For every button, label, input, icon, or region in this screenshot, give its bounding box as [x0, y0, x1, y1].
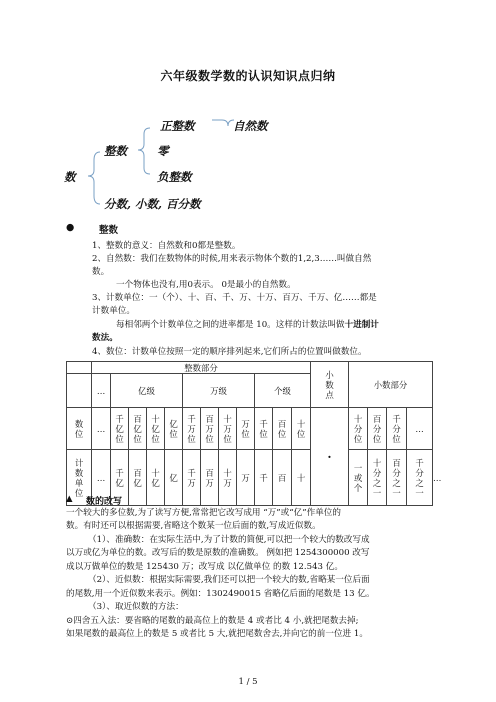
group-ge: 个级 [255, 374, 311, 408]
section2-heading: 数的改写 [86, 497, 123, 507]
place-cell: … [92, 408, 111, 450]
place-cell: 百分位 [368, 408, 387, 450]
place-cell: 十万位 [219, 408, 237, 450]
tree-natural-number: 自然数 [233, 119, 268, 133]
s2-line: 的尾数,用一个近似数来表示。例如：1302490015 省略亿后面的尾数是 13 亿。 [66, 589, 375, 599]
s1-line: 3、计数单位：一（个）、十、百、千、万、十万、百万、千万、亿……都是 [92, 293, 377, 303]
s1-text: 每相邻两个计数单位之间的进率都是 10。这样的计数法叫做 [116, 320, 345, 330]
place-cell: 千亿位 [111, 408, 129, 450]
s2-line: （3）、取近似数的方法： [88, 602, 184, 612]
unit-cell: … [92, 450, 111, 506]
unit-cell: 一或个 [349, 450, 368, 506]
section1-bullet: ● [66, 222, 75, 233]
tree-positive-integer: 正整数 [160, 119, 195, 133]
unit-cell: 百 [273, 450, 292, 506]
unit-cell: 千 [255, 450, 273, 506]
tree-root: 数 [64, 170, 76, 184]
unit-cell: 十亿 [147, 450, 165, 506]
group-ellipsis: … [92, 374, 111, 408]
place-cell: 千位 [255, 408, 273, 450]
natural-bracket [212, 120, 234, 126]
s2-line: 如果尾数的最高位上的数是 5 或者比 5 大,就把尾数舍去,并向它的前一位进 1。 [66, 629, 368, 639]
tree-integer: 整数 [104, 144, 127, 158]
place-cell: … [407, 408, 433, 450]
unit-cell: 十 [292, 450, 311, 506]
place-cell: 百万位 [201, 408, 219, 450]
integer-part-header: 整数部分 [92, 362, 311, 374]
root-bracket [88, 152, 100, 204]
corner-cell [67, 362, 92, 374]
place-cell: 千分位 [387, 408, 407, 450]
place-cell: 百位 [273, 408, 292, 450]
s2-line: 数。有时还可以根据需要,省略这个数某一位后面的数,写成近似数。 [66, 521, 321, 531]
place-value-table: 整数部分 小数点 小数部分 … 亿级 万级 个级 数位 … 千亿位 百亿位 十亿位 亿位 千万位 百万位 十万位 万位 千位 百位 十位 · 十分位 百分位 千分位 … 计数单位 … 千亿 百亿 十亿 亿 千万 百万 十万 万 千 百 十 一或个 十分之一 百分之一 千分之一 … [66, 361, 433, 506]
unit-cell: 百亿 [129, 450, 147, 506]
place-cell: 千万位 [183, 408, 201, 450]
unit-cell: 千分之一 [407, 450, 433, 506]
unit-cell: 十万 [219, 450, 237, 506]
unit-cell: 百万 [201, 450, 219, 506]
unit-cell: 百分之一 [387, 450, 407, 506]
s1-line: 1、整数的意义：自然数和0都是整数。 [92, 241, 241, 251]
page-title: 六年级数学数的认识知识点归纳 [160, 69, 336, 83]
tree-zero: 零 [157, 144, 169, 158]
s2-line: （1）、准确数：在实际生活中,为了计数的简便,可以把一个较大的数改写成 [88, 535, 370, 545]
row-label-place: 数位 [67, 408, 92, 450]
s1-line: 数。 [92, 267, 110, 277]
tree-negative-integer: 负整数 [157, 170, 192, 184]
unit-cell: 万 [237, 450, 255, 506]
row-label-unit: 计数单位 [67, 450, 92, 506]
section2-bullet: ▲ [66, 494, 73, 504]
section1-heading: 整数 [99, 225, 119, 236]
s1-line: 一个物体也没有,用0表示。 0是最小的自然数。 [116, 280, 296, 290]
group-yi: 亿级 [111, 374, 183, 408]
s1-line: 4、数位：计数单位按照一定的顺序排列起来,它们所占的位置叫做数位。 [92, 347, 367, 357]
page-number: 1 / 5 [238, 677, 258, 687]
place-cell: 亿位 [165, 408, 183, 450]
s1-line: 2、自然数：我们在数物体的时候,用来表示物体个数的1,2,3……叫做自然 [92, 254, 372, 264]
decimal-part-header: 小数部分 [349, 362, 433, 408]
place-cell: 百亿位 [129, 408, 147, 450]
tree-others: 分数, 小数, 百分数 [104, 197, 201, 211]
unit-cell: 千万 [183, 450, 201, 506]
place-cell: 十位 [292, 408, 311, 450]
s2-line: 以万或亿为单位的数。改写后的数是原数的准确数。 例如把 1254300000 改写 [66, 548, 370, 558]
s2-line: ⊙四舍五入法：要省略的尾数的最高位上的数是 4 或者比 4 小,就把尾数去掉; [66, 616, 359, 626]
place-cell: 十分位 [349, 408, 368, 450]
place-cell: 万位 [237, 408, 255, 450]
bold-term: 十进制计 [344, 320, 379, 330]
s1-line: 数法。 [92, 333, 118, 343]
s2-line: 成以万做单位的数是 125430 万；改写成 以亿做单位 的数 12.543 亿。 [66, 562, 343, 572]
group-wan: 万级 [183, 374, 255, 408]
s2-line: （2）、近似数：根据实际需要,我们还可以把一个较大的数,省略某一位后面 [88, 575, 370, 585]
unit-cell: 十分之一 [368, 450, 387, 506]
unit-cell: 亿 [165, 450, 183, 506]
s1-line: 计数单位。 [92, 306, 135, 316]
s2-line: 一个较大的多位数,为了读写方便,常常把它改写成用 “万”或“亿”作单位的 [66, 508, 341, 518]
decimal-point-cell: · [311, 408, 349, 506]
decimal-point-header: 小数点 [311, 362, 349, 408]
place-cell: 十亿位 [147, 408, 165, 450]
corner-cell [67, 374, 92, 408]
s1-line-decimal-system [116, 319, 379, 332]
unit-cell: 千亿 [111, 450, 129, 506]
integer-bracket [138, 128, 150, 174]
